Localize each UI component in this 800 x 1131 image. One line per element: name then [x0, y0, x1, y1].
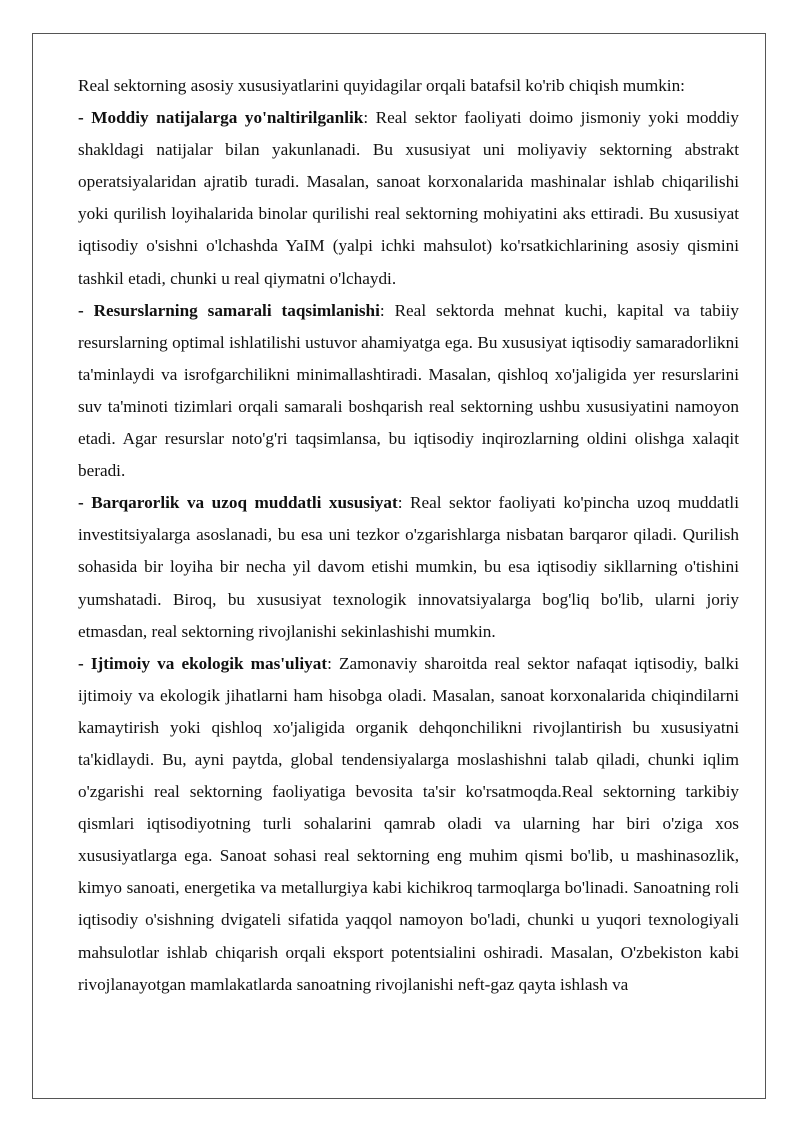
section-body: : Zamonaviy sharoitda real sektor nafaqat iqtisodiy, balki ijtimoiy va ekologik jihatlarni ham hisobga oladi. Masalan, sanoat korxonalarida chiqindilarni kamaytirish yoki qishloq xo'jaligida organik dehqonchilikni rivojlantirish bu xususiyatni ta'kidlaydi. Bu, ayni paytda, global tendensiyalarga moslashishni talab qiladi, chunki iqlim o'zgarishi real sektorning faoliyatiga bevosita ta'sir ko'rsatmoqda.Real sektorning tarkibiy qismlari iqtisodiyotning turli sohalarini qamrab oladi va ularning har biri o'ziga xos xususiyatlarga ega. Sanoat sohasi real sektorning eng muhim qismi bo'lib, u mashinasozlik, kimyo sanoati, energetika va metallurgiya kabi kichikroq tarmoqlarga bo'linadi. Sanoatning roli iqtisodiy o'sishning dvigateli sifatida yaqqol namoyon bo'ladi, chunki u yuqori texnologiyali mahsulotlar ishlab chiqarish orqali eksport potentsialini oshiradi. Masalan, O'zbekiston kabi rivojlanayotgan mamlakatlarda sanoatning rivojlanishi neft-gaz qayta ishlash va — [78, 653, 739, 994]
section-material-results — [78, 102, 739, 295]
section-body: : Real sektor faoliyati ko'pincha uzoq muddatli investitsiyalarga asoslanadi, bu esa uni tezkor o'zgarishlarga nisbatan barqaror qiladi. Qurilish sohasida bir loyiha bir necha yil davom etishi mumkin, bu esa iqtisodiy sikllarning o'tishini yumshatadi. Biroq, bu xususiyat texnologik innovatsiyalarga bog'liq bo'lib, ularni joriy etmasdan, real sektorning rivojlanishi sekinlashishi mumkin. — [78, 493, 739, 641]
section-body: : Real sektor faoliyati doimo jismoniy yoki moddiy shakldagi natijalar bilan yakunlanadi. Bu xususiyat uni moliyaviy sektorning abstrakt operatsiyalaridan ajratib turadi. Masalan, sanoat korxonalarida mashinalar ishlab chiqarilishi yoki qurilish loyihalarida binolar qurilishi real sektorning mohiyatini aks ettiradi. Bu xususiyat iqtisodiy o'sishni o'lchashda YaIM (yalpi ichki mahsulot) ko'rsatkichlarining asosiy qismini tashkil etadi, chunki u real qiymatni o'lchaydi. — [78, 108, 739, 288]
section-body: : Real sektorda mehnat kuchi, kapital va tabiiy resurslarning optimal ishlatilishi ustuvor ahamiyatga ega. Bu xususiyat iqtisodiy samaradorlikni ta'minlaydi va isrofgarchilikni minimallashtiradi. Masalan, qishloq xo'jaligida yer resurslarini suv ta'minoti tizimlari orqali samarali boshqarish real sektorning ushbu xususiyatini namoyon etadi. Agar resurslar noto'g'ri taqsimlansa, bu iqtisodiy inqirozlarning oldini olishga xalaqit beradi. — [78, 300, 739, 481]
section-heading: - Barqarorlik va uzoq muddatli xususiyat — [78, 493, 398, 513]
section-stability — [78, 487, 739, 647]
section-heading: - Ijtimoiy va ekologik mas'uliyat — [78, 653, 328, 673]
section-resource-allocation — [78, 295, 739, 488]
section-social-ecological — [78, 648, 739, 1001]
intro-paragraph: Real sektorning asosiy xususiyatlarini quyidagilar orqali batafsil ko'rib chiqish mumkin: — [78, 76, 685, 95]
section-heading: - Moddiy natijalarga yo'naltirilganlik — [78, 108, 364, 128]
document-body — [78, 70, 739, 1001]
section-heading: - Resurslarning samarali taqsimlanishi — [78, 300, 380, 320]
